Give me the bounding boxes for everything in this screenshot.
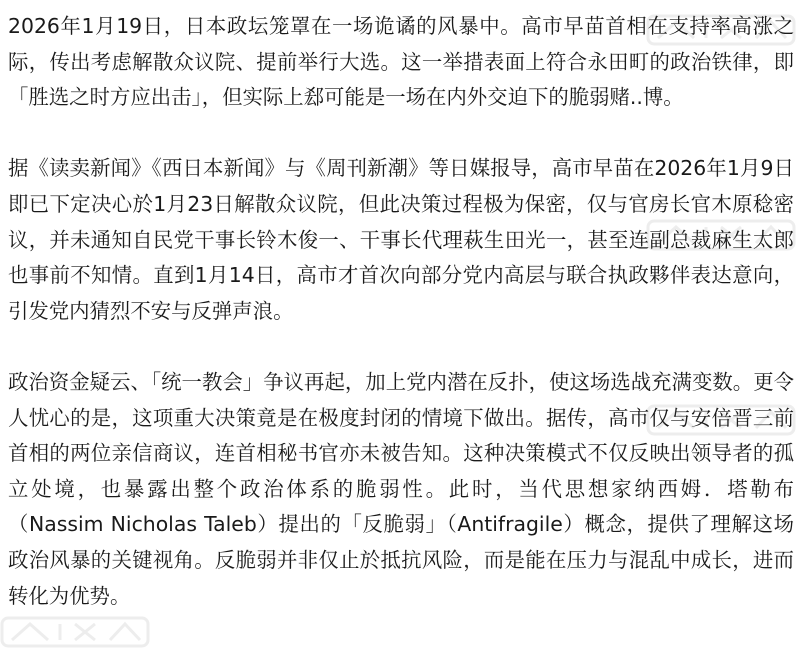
paragraph-2: 据《读卖新闻》《西日本新闻》与《周刊新潮》等日媒报导，高市早苗在2026年1月9日即已下定决心於1月23日解散众议院，但此决策过程极为保密，仅与官房长官木原稔密议，并未通知自民党干事长铃木俊一、干事长代理萩生田光一，甚至连副总裁麻生太郎也事前不知情。直到1月14日，高市才首次向部分党内高层与联合执政夥伴表达意向，引发党内猜烈不安与反弹声浪。	[8, 156, 794, 323]
article-body	[8, 9, 794, 614]
watermark-mark	[0, 612, 150, 652]
paragraph-3: 政治资金疑云、「统一教会」争议再起，加上党内潜在反扑，使这场选战充满变数。更令人忧心的是，这项重大决策竟是在极度封闭的情境下做出。据传，高市仅与安倍晋三前首相的两位亲信商议，连首相秘书官亦未被告知。这种决策模式不仅反映出领导者的孤立处境，也暴露出整个政治体系的脆弱性。此时，当代思想家纳西姆．塔勒布（Nassim Nicholas Taleb）提出的「反脆弱」（Antifragile）概念，提供了理解这场政治风暴的关键视角。反脆弱并非仅止於抵抗风险，而是能在压力与混乱中成长，进而转化为优势。	[8, 369, 794, 608]
paragraph-1: 2026年1月19日，日本政坛笼罩在一场诡谲的风暴中。高市早苗首相在支持率高涨之际，传出考虑解散众议院、提前举行大选。这一举措表面上符合永田町的政治铁律，即「胜选之时方应出击」，但实际上郄可能是一场在内外交迫下的脆弱赌..博。	[8, 14, 794, 110]
